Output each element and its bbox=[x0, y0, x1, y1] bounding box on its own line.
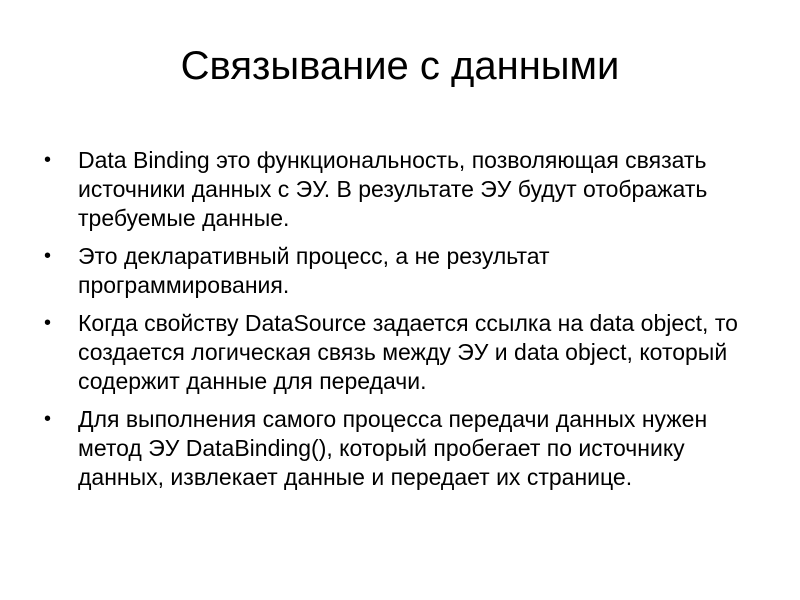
bullet-dot-icon: • bbox=[44, 408, 52, 430]
bullet-text: Data Binding это функциональность, позволяющая связать источники данных с ЭУ. В результате ЭУ будут отображать требуемые данные. bbox=[78, 147, 708, 231]
bullet-text: Это декларативный процесс, а не результат программирования. bbox=[78, 243, 550, 298]
slide-title: Связывание с данными bbox=[180, 44, 620, 88]
bullet-item bbox=[40, 242, 760, 300]
bullet-dot-icon: • bbox=[44, 245, 52, 267]
bullet-text: Для выполнения самого процесса передачи данных нужен метод ЭУ DataBinding(), который пробегает по источнику данных, извлекает данные и передает их странице. bbox=[78, 406, 708, 490]
bullet-item bbox=[40, 146, 760, 233]
bullet-dot-icon: • bbox=[44, 149, 52, 171]
bullet-item bbox=[40, 309, 760, 396]
bullet-dot-icon: • bbox=[44, 312, 52, 334]
bullet-list bbox=[40, 146, 760, 501]
bullet-item bbox=[40, 405, 760, 492]
bullet-text: Когда свойству DataSource задается ссылка на data object, то создается логическая связь между ЭУ и data object, который содержит данные для передачи. bbox=[78, 310, 738, 394]
